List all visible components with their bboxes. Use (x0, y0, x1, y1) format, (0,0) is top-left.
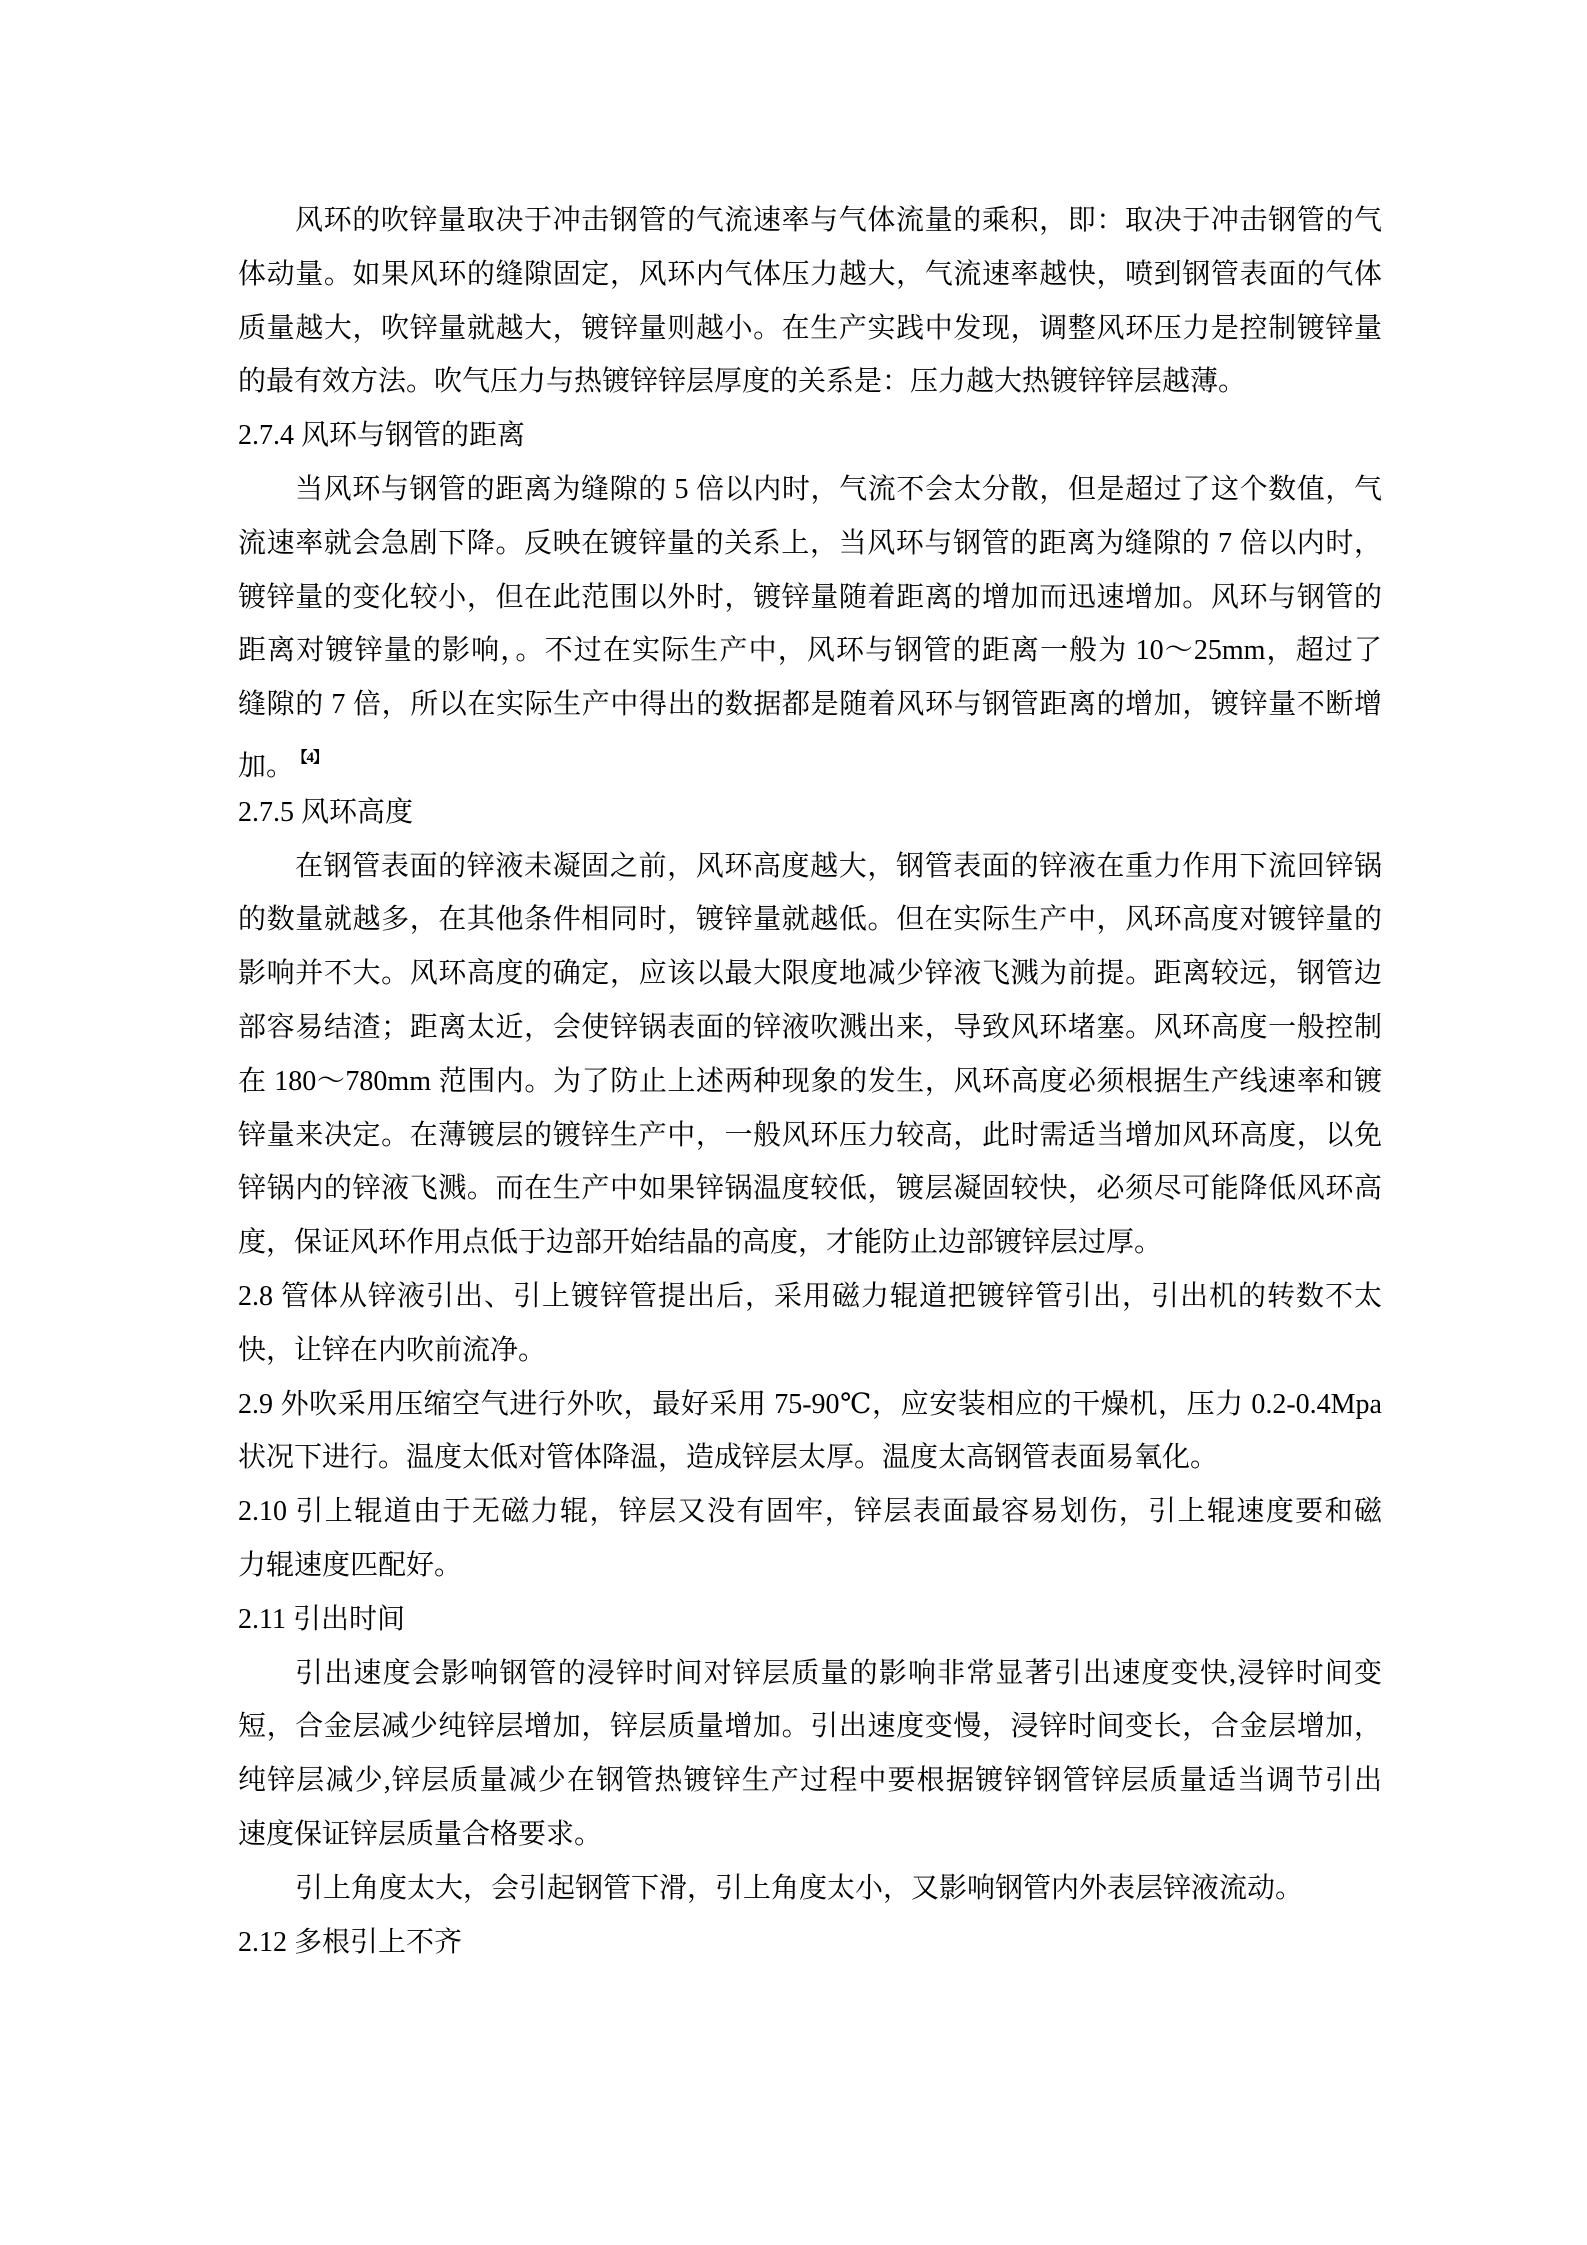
paragraph (238, 1378, 1382, 1486)
text-line: 状况下进行。温度太低对管体降温，造成锌层太厚。温度太高钢管表面易氧化。 (238, 1442, 1219, 1474)
footnote-reference: 【4】 (300, 749, 328, 766)
text-line: 距离对镀锌量的影响，。不过在实际生产中，风环与钢管的距离一般为 10～25mm，超过了 (238, 635, 1382, 667)
text-line: 引出速度会影响钢管的浸锌时间对锌层质量的影响非常显著引出速度变快,浸锌时间变 (295, 1657, 1382, 1689)
section-heading (238, 1593, 1382, 1647)
text-line: 引上角度太大，会引起钢管下滑，引上角度太小，又影响钢管内外表层锌液流动。 (295, 1872, 1304, 1904)
section-heading (238, 786, 1382, 840)
paragraph (238, 840, 1382, 1270)
text-line: 锌量来决定。在薄镀层的镀锌生产中，一般风环压力较高，此时需适当增加风环高度，以免 (238, 1119, 1382, 1151)
text-line: 体动量。如果风环的缝隙固定，风环内气体压力越大，气流速率越快，喷到钢管表面的气体 (238, 258, 1382, 290)
text-line: 纯锌层减少,锌层质量减少在钢管热镀锌生产过程中要根据镀锌钢管锌层质量适当调节引出 (238, 1765, 1382, 1797)
text-line: 的数量就越多，在其他条件相同时，镀锌量就越低。但在实际生产中，风环高度对镀锌量的 (238, 904, 1382, 936)
text-line: 的最有效方法。吹气压力与热镀锌锌层厚度的关系是：压力越大热镀锌锌层越薄。 (238, 366, 1247, 398)
heading-line: 2.12 多根引上不齐 (238, 1926, 463, 1958)
text-line: 缝隙的 7 倍，所以在实际生产中得出的数据都是随着风环与钢管距离的增加，镀锌量不断增 (238, 689, 1382, 721)
text-line: 在 180～780mm 范围内。为了防止上述两种现象的发生，风环高度必须根据生产线速率和镀 (238, 1065, 1382, 1097)
text-line: 在钢管表面的锌液未凝固之前，风环高度越大，钢管表面的锌液在重力作用下流回锌锅 (295, 850, 1382, 882)
paragraph (238, 1862, 1382, 1916)
section-heading (238, 409, 1382, 463)
paragraph (238, 194, 1382, 409)
text-line-fragment: 加。 (238, 750, 295, 782)
heading-line: 2.11 引出时间 (238, 1603, 405, 1635)
text-line: 镀锌量的变化较小，但在此范围以外时，镀锌量随着距离的增加而迅速增加。风环与钢管的 (238, 581, 1382, 613)
heading-line: 2.7.5 风环高度 (238, 796, 414, 828)
text-line: 快，让锌在内吹前流净。 (238, 1334, 547, 1366)
paragraph (238, 1270, 1382, 1378)
text-line: 2.9 外吹采用压缩空气进行外吹，最好采用 75-90℃，应安装相应的干燥机，压力 0.2-0.4Mpa (238, 1388, 1382, 1420)
text-line: 风环的吹锌量取决于冲击钢管的气流速率与气体流量的乘积，即：取决于冲击钢管的气 (295, 205, 1382, 236)
text-line: 锌锅内的锌液飞溅。而在生产中如果锌锅温度较低，镀层凝固较快，必须尽可能降低风环高 (238, 1173, 1382, 1205)
text-line: 质量越大，吹锌量就越大，镀锌量则越小。在生产实践中发现，调整风环压力是控制镀锌量 (238, 312, 1382, 344)
paragraph (238, 463, 1382, 786)
text-line: 力辊速度匹配好。 (238, 1549, 463, 1581)
text-line: 部容易结渣；距离太近，会使锌锅表面的锌液吹溅出来，导致风环堵塞。风环高度一般控制 (238, 1011, 1382, 1043)
text-line: 速度保证锌层质量合格要求。 (238, 1818, 603, 1850)
text-line: 短，合金层减少纯锌层增加，锌层质量增加。引出速度变慢，浸锌时间变长，合金层增加， (238, 1711, 1382, 1743)
text-line: 2.8 管体从锌液引出、引上镀锌管提出后，采用磁力辊道把镀锌管引出，引出机的转数不太 (238, 1280, 1382, 1312)
text-line: 影响并不大。风环高度的确定，应该以最大限度地减少锌液飞溅为前提。距离较远，钢管边 (238, 958, 1382, 990)
text-line (238, 732, 1382, 786)
section-heading (238, 1916, 1382, 1970)
text-line: 2.10 引上辊道由于无磁力辊，锌层又没有固牢，锌层表面最容易划伤，引上辊速度要和磁 (238, 1496, 1382, 1528)
text-line: 当风环与钢管的距离为缝隙的 5 倍以内时，气流不会太分散，但是超过了这个数值，气 (295, 473, 1382, 505)
paragraph (238, 1647, 1382, 1862)
text-line: 度，保证风环作用点低于边部开始结晶的高度，才能防止边部镀锌层过厚。 (238, 1227, 1163, 1259)
text-line: 流速率就会急剧下降。反映在镀锌量的关系上，当风环与钢管的距离为缝隙的 7 倍以内时， (238, 527, 1382, 559)
paragraph (238, 1485, 1382, 1593)
heading-line: 2.7.4 风环与钢管的距离 (238, 420, 526, 452)
